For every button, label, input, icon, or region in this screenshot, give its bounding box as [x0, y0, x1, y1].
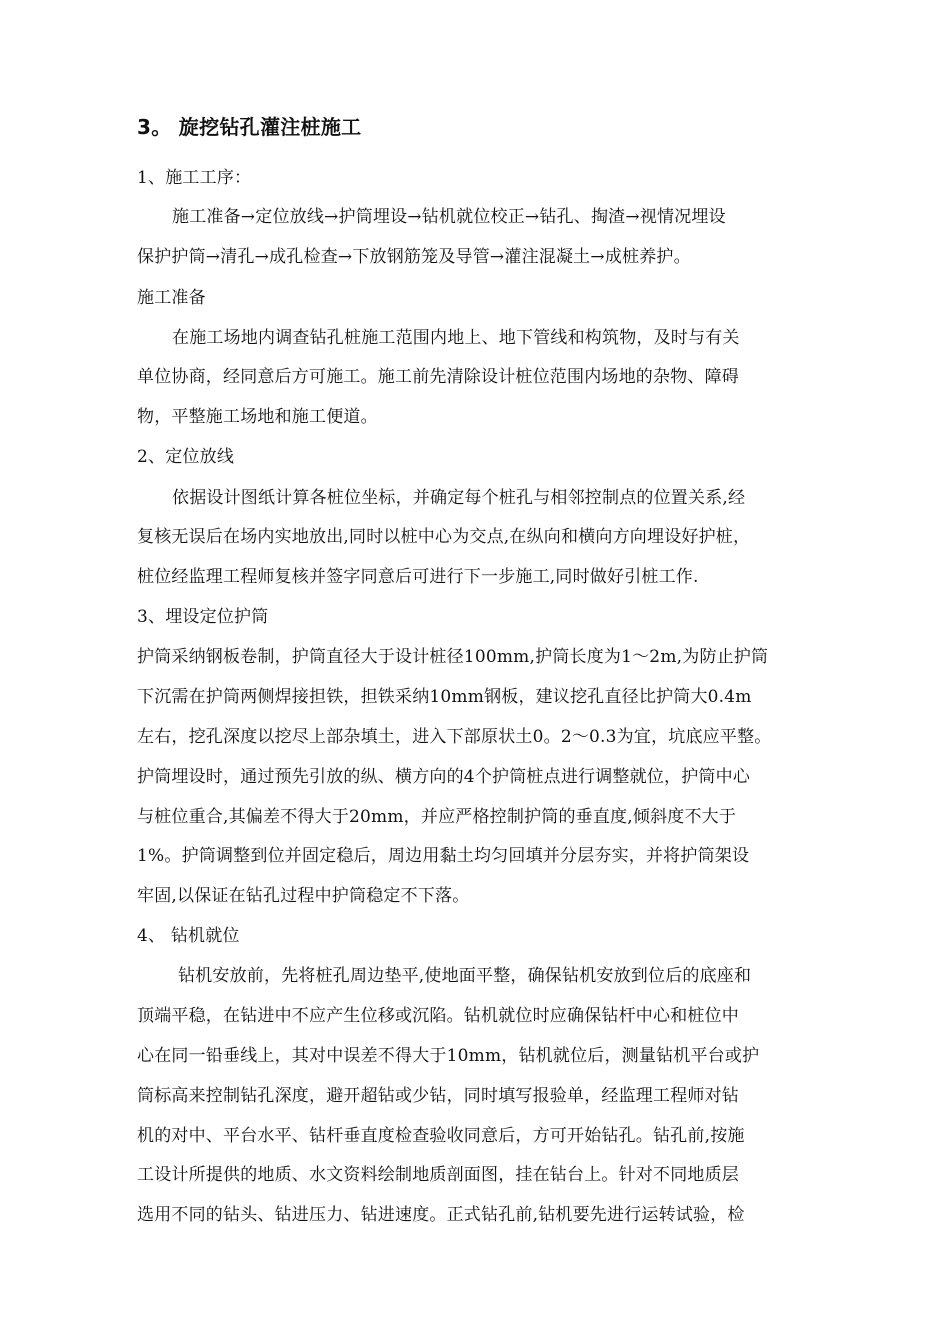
- paragraph-line: 保护护筒→清孔→成孔检查→下放钢筋笼及导管→灌注混凝土→成桩养护。: [137, 247, 691, 267]
- heading-casing: 3、埋设定位护筒: [137, 607, 269, 627]
- heading-preparation: 施工准备: [137, 288, 206, 308]
- paragraph-line: 选用不同的钻头、钻进压力、钻进速度。正式钻孔前,钻机要先进行运转试验，检: [137, 1205, 745, 1225]
- paragraph-line: 工设计所提供的地质、水文资料绘制地质剖面图，挂在钻台上。针对不同地质层: [137, 1165, 739, 1185]
- paragraph-line: 顶端平稳，在钻进中不应产生位移或沉陷。钻机就位时应确保钻杆中心和桩位中: [137, 1006, 739, 1026]
- paragraph-line: 护筒埋设时，通过预先引放的纵、横方向的4个护筒桩点进行调整就位，护筒中心: [137, 767, 751, 787]
- paragraph-line: 单位协商，经同意后方可施工。施工前先清除设计桩位范围内场地的杂物、障碍: [137, 367, 739, 387]
- paragraph-line: 与桩位重合,其偏差不得大于20mm，并应严格控制护筒的垂直度,倾斜度不大于: [137, 807, 737, 827]
- paragraph-line: 心在同一铅垂线上，其对中误差不得大于10mm，钻机就位后，测量钻机平台或护: [137, 1046, 760, 1066]
- paragraph-line: 物，平整施工场地和施工便道。: [137, 407, 378, 427]
- section-title: 3。 旋挖钻孔灌注桩施工: [137, 115, 362, 139]
- paragraph-line: 牢固,以保证在钻孔过程中护筒稳定不下落。: [137, 886, 470, 906]
- paragraph-line: 护筒采纳钢板卷制，护筒直径大于设计桩径100mm,护筒长度为1～2m,为防止护筒: [137, 647, 769, 667]
- heading-positioning: 2、定位放线: [137, 447, 235, 467]
- paragraph-line: 左右，挖孔深度以挖尽上部杂填土，进入下部原状土0。2～0.3为宜，坑底应平整。: [137, 727, 772, 747]
- paragraph-line: 依据设计图纸计算各桩位坐标，并确定每个桩孔与相邻控制点的位置关系,经: [172, 488, 746, 508]
- paragraph-line: 机的对中、平台水平、钻杆垂直度检查验收同意后，方可开始钻孔。钻孔前,按施: [137, 1126, 745, 1146]
- heading-process: 1、施工工序：: [137, 168, 252, 188]
- paragraph-line: 施工准备→定位放线→护筒埋设→钻机就位校正→钻孔、掏渣→视情况埋设: [172, 207, 726, 227]
- paragraph-line: 复核无误后在场内实地放出,同时以桩中心为交点,在纵向和横向方向埋设好护桩，: [137, 527, 751, 547]
- paragraph-line: 下沉需在护筒两侧焊接担铁，担铁采纳10mm钢板，建议挖孔直径比护筒大0.4m: [137, 687, 752, 707]
- paragraph-line: 桩位经监理工程师复核并签字同意后可进行下一步施工,同时做好引桩工作.: [137, 567, 699, 587]
- paragraph-line: 筒标高来控制钻孔深度，避开超钻或少钻，同时填写报验单，经监理工程师对钻: [137, 1086, 739, 1106]
- heading-rig-positioning: 4、 钻机就位: [137, 926, 240, 946]
- paragraph-line: 在施工场地内调查钻孔桩施工范围内地上、地下管线和构筑物，及时与有关: [172, 328, 740, 348]
- paragraph-line: 1%。护筒调整到位并固定稳后，周边用黏土均匀回填并分层夯实，并将护筒架设: [137, 846, 750, 866]
- paragraph-line: 钻机安放前，先将桩孔周边垫平,使地面平整，确保钻机安放到位后的底座和: [178, 966, 752, 986]
